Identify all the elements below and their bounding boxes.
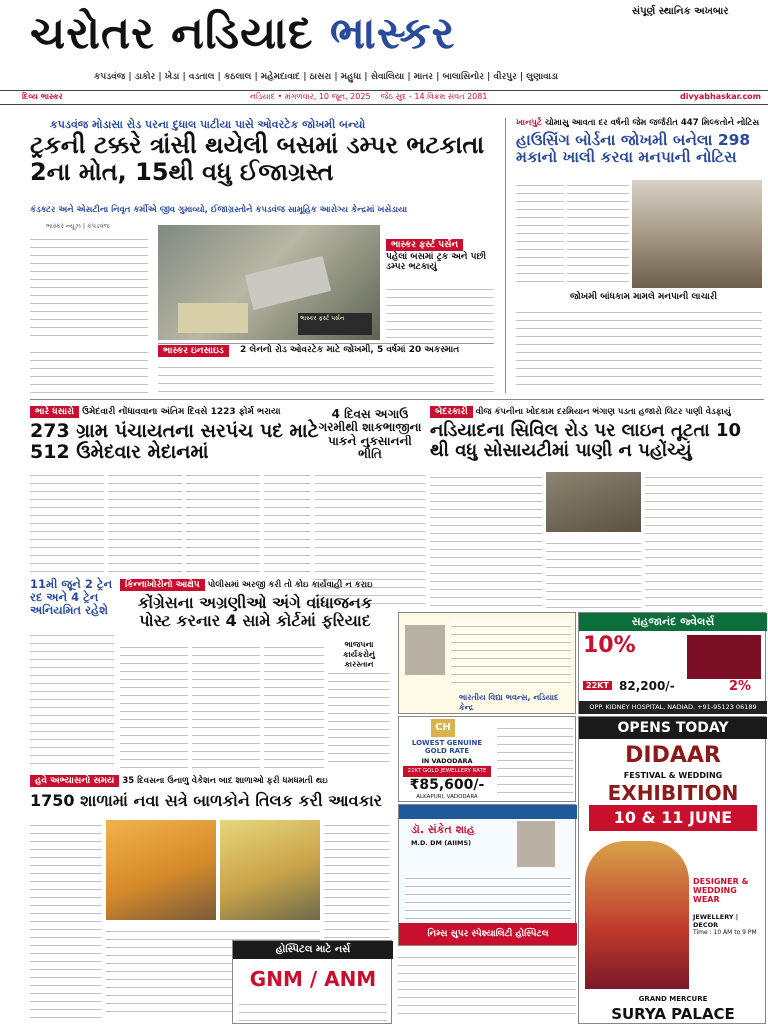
gold-rate-ad[interactable] <box>398 716 576 802</box>
doctor-ad[interactable] <box>398 804 576 946</box>
inside-badge: ભાસ્કર ઇનસાઇડ <box>158 345 229 357</box>
court-headline[interactable]: કોંગ્રેસના અગ્રણીઓ અંગે વાંધાજનક પોસ્ટ કરનાર 4 સામે કોર્ટમાં ફરિયાદ <box>137 593 373 630</box>
obituary-photo <box>405 625 445 675</box>
jewellers-offer: 10% <box>583 633 636 658</box>
water-photo[interactable] <box>546 472 641 532</box>
expo-model-image <box>585 841 689 989</box>
edition-label: દિવ્ય ભાસ્કર <box>22 92 63 101</box>
section-rule <box>30 399 764 400</box>
gold-price: ₹85,600/- <box>409 777 485 793</box>
nurse-ad[interactable] <box>232 940 392 1024</box>
gold-rate-label: 22KT GOLD JEWELLERY RATE <box>403 766 491 777</box>
gold-logo: CH <box>431 719 455 737</box>
right-body-col1 <box>516 178 564 288</box>
exhibition-ad[interactable] <box>578 716 766 1024</box>
gold-city: IN VADODARA <box>421 757 473 765</box>
masthead-title-brand: ભાસ્કર <box>329 8 456 59</box>
obituary-ad[interactable] <box>398 612 576 714</box>
doctor-name: ડૉ. સંકેત શાહ <box>411 823 475 836</box>
masthead-title-main: ચરોતર નડિયાદ <box>30 8 314 59</box>
court-body-col1 <box>120 640 188 768</box>
town-list: કપડવંજ | ડાકોર | ખેડા | વડતાલ | કઠલાલ | મહેમદાવાદ | ઠાસરા | મહુધા | સેવાલિયા | માતર | બાલાસિનોર | વીરપુર | લુણાવાડા <box>94 72 559 82</box>
nurse-course: GNM / ANM <box>249 967 377 991</box>
expo-name: DIDAAR <box>625 743 721 768</box>
lead-kicker: કપડવંજ મોડાસા રોડ પરના દુધાલ પાટીયા પાસે ઓવરટેક જોખમી બન્યો <box>50 118 366 131</box>
schools-headline[interactable]: 1750 શાળામાં નવા સત્રે બાળકોને તિલક કરી આવકાર <box>30 791 383 810</box>
election-body-col4 <box>264 468 310 574</box>
water-body-col3 <box>645 470 763 608</box>
housing-caption: જોખમી બાંધકામ મામલે મનપાની લાચારી <box>570 292 718 302</box>
court-side-head: ભાજપના કાર્યકરોનું કારસ્તાન <box>343 640 375 669</box>
train-headline[interactable]: 11મી જૂને 2 ટ્રેન રદ અને 4 ટ્રેન અનિયમિત રહેશે <box>30 577 113 617</box>
jewellers-gold: 22KT <box>583 681 612 690</box>
court-side-body <box>328 666 390 768</box>
expo-title: EXHIBITION <box>607 781 739 805</box>
water-body-col2 <box>546 536 641 608</box>
gold-lowest: LOWEST GENUINE GOLD RATE <box>411 739 483 755</box>
jewellers-making: 2% <box>729 679 752 694</box>
expo-venue-pre: GRAND MERCURE <box>638 995 708 1003</box>
hospital-details <box>398 950 576 1020</box>
jewellers-price: 82,200/- <box>619 679 675 693</box>
gold-store: ALKAPURI, VADODARA <box>416 794 478 800</box>
inside-headline[interactable]: 2 લેનનો રોડ ઓવરટેક માટે જોખમી, 5 વર્ષમાં 20 અકસ્માત <box>240 345 460 355</box>
lead-body-col1b <box>30 345 148 393</box>
jewellers-name: સહજાનંદ જ્વેલર્સ <box>579 613 767 631</box>
right-kicker: ખાનપુર્ટે ચોમાસુ આવતા દર વર્ષની જેમ જર્જરીત 447 મિલ્કતોને નોટિસ <box>516 118 760 128</box>
masthead-title <box>30 8 455 59</box>
lead-headline[interactable]: ટ્રકની ટક્કરે ત્રાંસી થયેલી બસમાં ડમ્પર ભટકાતા 2ના મોત, 15થી વધુ ઈજાગ્રસ્ત <box>30 131 485 186</box>
expo-tag2: JEWELLERY | DECOR <box>693 913 739 929</box>
water-body-col1 <box>430 470 542 608</box>
issue-date: નડિયાદ • મંગળવાર, 10 જૂન, 2025 જેઠ સુદ - 14 વિક્રમ સંવત 2081 <box>250 92 488 101</box>
court-body-col2 <box>192 640 260 768</box>
schools-photo-1[interactable] <box>106 820 216 920</box>
train-body <box>30 628 114 768</box>
election-body-col3 <box>186 468 260 574</box>
expo-venue: SURYA PALACE <box>611 1005 735 1023</box>
election-body-col1 <box>30 468 104 574</box>
jewellers-ad[interactable] <box>578 612 766 714</box>
lead-byline: ભાસ્કર ન્યૂઝ | કપડવંજ <box>46 222 110 230</box>
expo-open: OPENS TODAY <box>579 717 767 739</box>
water-kicker: બેદરકારી વીજ કંપનીના ખોદકામ દરમિયાન ભંગાણ પડતા હજારો લિટર પાણી વેડફાયું <box>430 407 765 417</box>
election-headline[interactable]: 273 ગ્રામ પંચાયતના સરપંચ પદ માટે 512 ઉમેદવાર મેદાનમાં <box>30 420 319 464</box>
tagline: સંપૂર્ણ સ્થાનિક અખબાર <box>632 6 729 17</box>
election-kicker: ભારે ધસારો ઉમેદવારી નોંધાવવાના અંતિમ દિવસે 1223 ફોર્મ ભરાયા <box>30 407 330 417</box>
court-body-col3 <box>264 640 324 768</box>
side-body <box>386 282 494 342</box>
inside-body <box>158 360 494 394</box>
housing-photo[interactable] <box>632 180 762 288</box>
jewellers-address: OPP. KIDNEY HOSPITAL, NADIAD. +91-95123 06189 <box>579 701 767 714</box>
right-body-lower <box>516 305 762 391</box>
column-rule <box>505 118 506 393</box>
inside-banner <box>158 343 494 357</box>
expo-tag1: DESIGNER & WEDDING WEAR <box>693 877 749 904</box>
expo-timing: Time : 10 AM to 9 PM <box>693 929 757 936</box>
side-headline[interactable]: પહેલાં બસમાં ટ્રક અને પછી ડમ્પર ભટકાયું <box>386 252 487 272</box>
election-body-col2 <box>108 468 182 574</box>
first-person-label: ભાસ્કર ફર્સ્ટ પર્સન <box>386 232 478 252</box>
website-link[interactable]: divyabhaskar.com <box>680 92 762 101</box>
schools-body-col1 <box>30 818 102 1018</box>
veggie-headline[interactable]: 4 દિવસ અગાઉ ગરમીથી શાકભાજીના પાકને નુકસાનની ભીતિ <box>318 407 422 462</box>
schools-photo-2[interactable] <box>220 820 320 920</box>
lead-body-col1 <box>30 232 148 342</box>
nurse-title: હોસ્પિટલ માટે નર્સ <box>233 941 393 959</box>
expo-sub: FESTIVAL & WEDDING <box>623 771 723 780</box>
obituary-school: ભારતીય વિદ્યા ભવન્સ, નડિયાદ કેન્દ્ર <box>459 693 559 712</box>
jewellers-product-photo <box>687 635 761 679</box>
lead-photo[interactable]: ભાસ્કર ફર્સ્ટ પર્સન <box>158 225 380 340</box>
expo-dates: 10 & 11 JUNE <box>589 805 757 831</box>
doctor-photo <box>517 821 555 867</box>
water-headline[interactable]: નડિયાદના સિવિલ રોડ પર લાઇન તૂટતા 10 થી વધુ સોસાયટીમાં પાણી ન પહોંચ્યું <box>430 420 742 462</box>
court-kicker: કિન્નાખોરીનો આક્ષેપ પોલીસમાં અરજી કરી તો કોઇ કાર્યવાહી ન કરાઇ <box>120 580 395 590</box>
schools-kicker: હવે અભ્યાસનો સમય 35 દિવસના ઉનાળુ વેકેશન બાદ શાળાઓ ફરી ધમધમતી થઇ <box>30 776 390 786</box>
lead-subhead: કંડક્ટર અને એસટીના નિવૃત કર્મીએ જીવ ગુમાવ્યો, ઈજાગ્રસ્તોને કપડવંજ સામૂહિક આરોગ્ય કેન્દ્રમાં ખસેડાયા <box>30 205 408 215</box>
right-headline[interactable]: હાઉસિંગ બોર્ડના જોખમી બનેલા 298 મકાનો ખાલી કરવા મનપાની નોટિસ <box>516 131 751 167</box>
doctor-degree: M.D. DM (AIIMS) <box>411 839 472 847</box>
hospital-name: નિમ્સ સુપર સ્પેશ્યાલિટી હોસ્પિટલ <box>399 923 577 945</box>
right-body-col2 <box>567 178 629 288</box>
